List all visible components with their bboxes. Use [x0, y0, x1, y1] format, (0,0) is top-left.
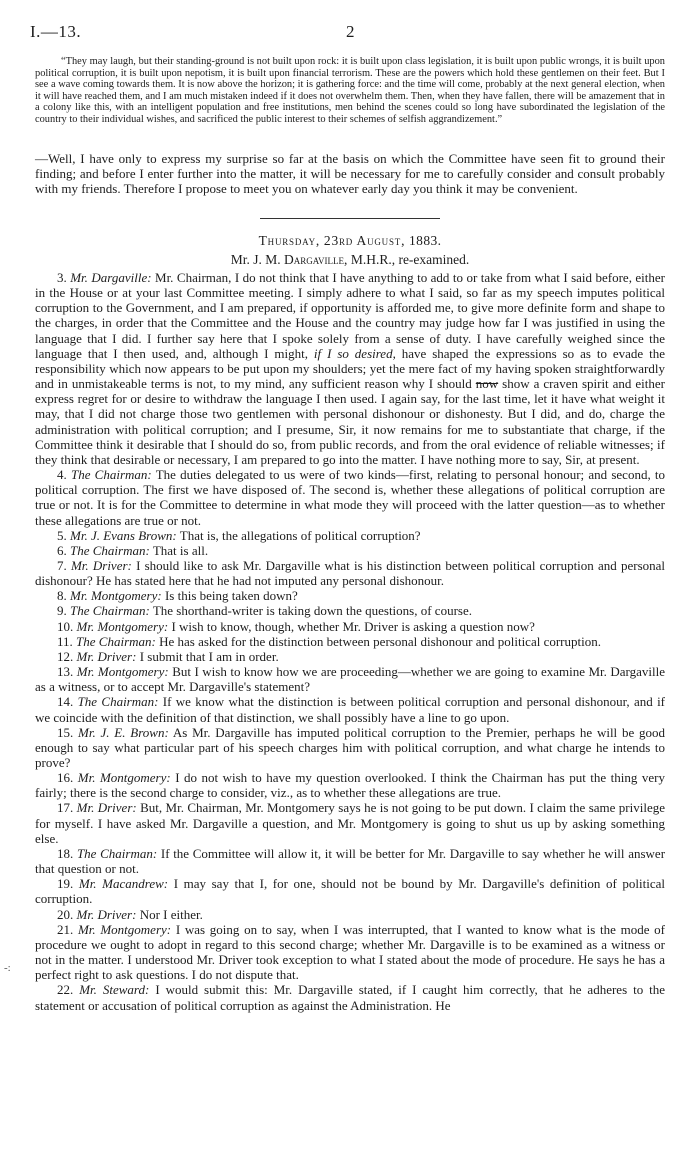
paragraph-number: 12. [57, 648, 74, 664]
paragraph-text: That is, the allegations of political corruption? [179, 527, 421, 543]
quoted-speech [35, 56, 665, 126]
speaker-name: Mr. J. Evans Brown: [70, 527, 177, 543]
speaker-name: The Chairman: [70, 603, 150, 619]
speaker-name: Mr. Montgomery: [77, 921, 172, 937]
speaker-name: The Chairman: [77, 694, 159, 710]
paragraph-number: 18. [57, 845, 74, 861]
paragraph-number: 10. [57, 618, 74, 634]
paragraph-number: 14. [57, 694, 74, 710]
document-reference: I.—13. [30, 22, 82, 41]
paragraph-number: 11. [57, 633, 73, 649]
section-date [0, 233, 700, 249]
speaker-name: Mr. Montgomery: [70, 588, 162, 604]
speaker-name: Mr. Montgomery: [76, 618, 169, 634]
testimony-paragraph [35, 634, 665, 649]
paragraph-text: Is this being taken down? [164, 588, 298, 604]
testimony-paragraph [35, 588, 665, 603]
paragraph-number: 20. [57, 906, 74, 922]
speaker-name: The Chairman: [70, 542, 150, 558]
speaker-name: Mr. Montgomery: [76, 664, 169, 680]
section-divider [260, 218, 440, 219]
paragraph-number: 13. [57, 664, 74, 680]
speaker-name: Mr. J. E. Brown: [78, 724, 169, 740]
page-number: 2 [346, 22, 355, 41]
speaker-name: Mr. Driver: [70, 557, 132, 573]
paragraph-text: The shorthand-writer is taking down the questions, of course. [152, 603, 472, 619]
witness-name: Dargaville, [283, 252, 348, 267]
paragraph-number: 19. [57, 876, 74, 892]
testimony-paragraph [35, 770, 665, 800]
speaker-name: The Chairman: [70, 467, 152, 483]
paragraph-text: have shaped the expressions so as to evade the responsibility which now appears to be put upon my shoulders; yet the mere fact of my having spoken straightforwardly and in unmistakeable terms is not, to my mind, any sufficient reason why I should [35, 345, 665, 392]
date-year: 1883. [409, 233, 442, 248]
paragraph-text: I was going on to say, when I was interrupted, that I wanted to know what is the mode of procedure we ought to adopt in regard to this second charge; whether Mr. Dargaville is to be examined as a witness or not in the matter. I understood Mr. Driver took exception to what I stated about the mode of procedure. He says he has a perfect right to ask questions. I do not dispute that. [35, 921, 665, 983]
speaker-name: Mr. Macandrew: [78, 876, 169, 892]
paragraph-text: If the Committee will allow it, it will be better for Mr. Dargaville to say whether he will answer that question or not. [35, 845, 666, 877]
testimony-body [35, 270, 665, 1013]
paragraph-text: I do not wish to have my question overlooked. I think the Chairman has put the thing very fairly; there is the second charge to consider, viz., as to whether these allegations are true. [35, 770, 665, 801]
paragraph-text: I submit that I am in order. [139, 648, 279, 664]
paragraph-text: The duties delegated to us were of two kinds—first, relating to personal honour; and second, to political corruption. The first we have disposed of. The second is, whether these allegations of political corruption are true or not. It is for the Committee to determine in what mode they will proceed with the latter question—as to whether these allegations are true or not. [35, 467, 666, 528]
italic-phrase: if I so desired, [313, 345, 396, 361]
paragraph-number: 5. [57, 527, 67, 543]
paragraph-number: 15. [57, 724, 74, 740]
testimony-paragraph [35, 725, 665, 770]
testimony-paragraph [35, 543, 665, 558]
followup-paragraph: —Well, I have only to express my surprise so far at the basis on which the Committee have seen fit to ground their finding; and before I enter further into the matter, it will be necessary for me to carefully consider and consult probably with my friends. Therefore I propose to meet you on whatever early day you think it may be convenient. [35, 151, 665, 197]
testimony-paragraph [35, 467, 665, 528]
paragraph-text: He has asked for the distinction between personal dishonour and political corruption. [159, 633, 601, 649]
paragraph-number: 17. [57, 800, 74, 816]
speaker-name: Mr. Driver: [76, 800, 137, 816]
testimony-paragraph [35, 619, 665, 634]
struck-word: now [475, 376, 499, 392]
paragraph-number: 6. [57, 542, 67, 558]
speaker-name: Mr. Driver: [76, 906, 137, 922]
paragraph-text: Mr. Chairman, I do not think that I have anything to add to or take from what I said before, either in the House or at your last Committee meeting. I simply adhere to what I said, so far as my speech imputes political corruption to the Government, and I am prepared, if opportunity is afforded me, to give more definite form and shape to the charges, in order that the Committee and the House and the country may judge how far I was justified in using the language that I did. I further say here that I spoke solely from a sense of duty. I have carefully weighed since the language that I then used, and, although I might, [35, 270, 666, 361]
quoted-speech-text: “They may laugh, but their standing-ground is not built upon rock: it is built upon class legislation, it is built upon public wrongs, it is built upon political corruption, it is built upon nepotism, it is built upon financial terrorism. These are the powers which hold these gentlemen on their feet. But I see a wave coming towards them. It is now above the horizon; it is gathering force: and the time will come, probably at the next general election, when it will have reached them, and I am much mistaken indeed if it does not overwhelm them. Then, when they have fallen, there will be amazement that in a colony like this, with an intelligent population and free institutions, men behind the scenes could so long have subordinated the legislation of the country to their individual wishes, and sacrificed the public interest to their schemes of selfish aggrandizement.” [35, 56, 665, 125]
paragraph-text: I would submit this: Mr. Dargaville stated, if I caught him correctly, that he adheres to the statement or accusation of political corruption as against the Administration. He [35, 982, 666, 1013]
date-day: Thursday, [258, 233, 321, 248]
testimony-paragraph [35, 876, 665, 906]
speaker-name: The Chairman: [76, 633, 156, 649]
paragraph-text: But, Mr. Chairman, Mr. Montgomery says he is not going to be put down. I claim the same privilege for myself. I have asked Mr. Dargaville a question, and Mr. Montgomery is going to shut us up by asking something else. [35, 800, 666, 846]
paragraph-text: As Mr. Dargaville has imputed political corruption to the Premier, perhaps he will be good enough to say what particular part of his speech charges him with political corruption, and what charge he intends to prove? [35, 724, 665, 770]
paragraph-text: I may say that I, for one, should not be bound by Mr. Dargaville's definition of political corruption. [35, 876, 666, 907]
paragraph-text: If we know what the distinction is between political corruption and personal dishonour, and if we coincide with the definition of that distinction, we shall possibly have a line to go upon. [35, 694, 666, 725]
paragraph-text: That is all. [152, 542, 209, 558]
speaker-name: Mr. Steward: [79, 982, 150, 998]
margin-mark: -: [4, 962, 11, 974]
witness-heading [0, 252, 700, 268]
testimony-paragraph [35, 694, 665, 724]
paragraph-text: show a craven spirit and either express regret for or desire to withdraw the language I then used. I again say, for the last time, let it have what weight it may, that I did not charge those two gentlemen with personal dishonour or dishonesty. But I did, and do, charge the administration with political corruption; and I presume, Sir, it now remains for me to substantiate that charge, if the Committee think it desirable that I should do so, from public records, and from the oral evidence of reliable witnesses; if they think that desirable or necessary, I am prepared to go into the matter. I have nothing more to say, Sir, at present. [35, 376, 665, 467]
paragraph-text: Nor I either. [139, 906, 203, 922]
testimony-paragraph [35, 603, 665, 618]
paragraph-text: I should like to ask Mr. Dargaville what is his distinction between political corruption and personal dishonour? He has stated here that he had not imputed any personal dishonour. [35, 557, 666, 589]
testimony-paragraph [35, 270, 665, 467]
paragraph-number: 16. [57, 770, 74, 786]
paragraph-number: 3. [57, 270, 67, 285]
testimony-paragraph [35, 528, 665, 543]
paragraph-text: But I wish to know how we are proceeding—whether we are going to examine Mr. Dargaville as a witness, or to accept Mr. Dargaville's statement? [35, 664, 666, 695]
testimony-paragraph [35, 846, 665, 876]
paragraph-number: 21. [57, 921, 74, 937]
speaker-name: Mr. Driver: [76, 648, 137, 664]
page-header [30, 22, 670, 46]
paragraph-number: 7. [57, 557, 67, 573]
testimony-paragraph [35, 922, 665, 983]
paragraph-number: 8. [57, 588, 67, 604]
testimony-paragraph [35, 800, 665, 845]
testimony-paragraph [35, 907, 665, 922]
speaker-name: Mr. Dargaville: [70, 270, 152, 285]
testimony-paragraph [35, 982, 665, 1012]
witness-suffix: M.H.R., re-examined. [350, 252, 470, 267]
testimony-paragraph [35, 558, 665, 588]
paragraph-number: 22. [57, 982, 74, 998]
testimony-paragraph [35, 649, 665, 664]
witness-prefix: Mr. J. M. [230, 252, 281, 267]
paragraph-number: 9. [57, 603, 67, 619]
speaker-name: Mr. Montgomery: [77, 770, 171, 786]
paragraph-number: 4. [57, 467, 67, 483]
paragraph-text: I wish to know, though, whether Mr. Driver is asking a question now? [171, 618, 535, 634]
date-day-month: 23rd August, [323, 233, 406, 248]
speaker-name: The Chairman: [76, 845, 158, 861]
testimony-paragraph [35, 664, 665, 694]
